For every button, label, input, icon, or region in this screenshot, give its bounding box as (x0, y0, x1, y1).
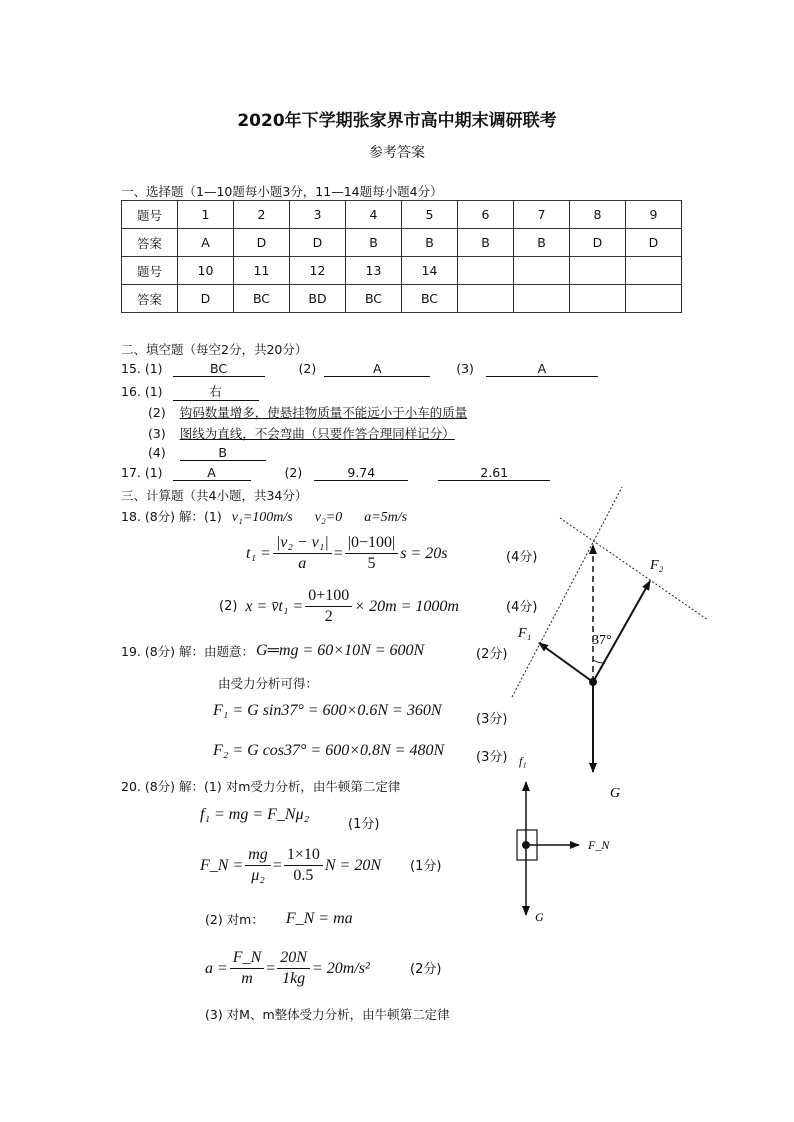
table-row (122, 257, 682, 285)
table-row-header: 题号 (122, 201, 178, 229)
q18-score-1: (4分) (506, 550, 538, 565)
table-row (122, 229, 682, 257)
q16-label-4: (4) (148, 445, 166, 460)
table-cell: 13 (346, 257, 402, 285)
table-cell: BC (346, 285, 402, 313)
q17-label-2: (2) (284, 465, 303, 480)
q18-eq1-rhs: s = 20s (400, 544, 448, 562)
q20-score-3: (2分) (410, 962, 442, 977)
q20-eq2-den1: μ₂ (251, 867, 265, 884)
table-cell: 1 (178, 201, 234, 229)
table-cell: 12 (290, 257, 346, 285)
q20-eq3-num2: 20N (277, 948, 310, 969)
q19-intro: 19. (8分) 解：由题意： (121, 644, 255, 659)
table-row-header: 题号 (122, 257, 178, 285)
q18-eq2-label: (2) (219, 599, 238, 614)
f2-label: F₂ (650, 558, 664, 573)
table-cell (514, 285, 570, 313)
q20-eq3-den1: m (241, 970, 253, 987)
table-cell: D (178, 285, 234, 313)
table-cell: B (402, 229, 458, 257)
q17-answer-3: 2.61 (438, 465, 550, 481)
incline-line-right (560, 518, 708, 620)
f2-arrow (593, 581, 650, 682)
q20-eq2-lhs: F_N = (200, 856, 244, 874)
section1-heading: 一、选择题（1—10题每小题3分，11—14题每小题4分） (121, 184, 443, 199)
incline-line-left (512, 487, 622, 697)
q20-eq3-frac2 (277, 948, 310, 989)
q20-score-2: (1分) (410, 859, 442, 874)
q18-eq2-lhs: x = v̄t₁ = (245, 597, 304, 615)
page-title: 2020年下学期张家界市高中期末调研联考 (237, 111, 557, 131)
answer-table (121, 200, 682, 313)
table-cell: 10 (178, 257, 234, 285)
q18-eq1-lhs: t₁ = (246, 544, 271, 562)
q20-eq2-rhs: N = 20N (324, 856, 382, 874)
force-point (589, 678, 597, 686)
table-cell (570, 285, 626, 313)
q19-eq1: G═mg = 60×10N = 600N (256, 642, 425, 659)
q15-label-2: (2) (298, 361, 317, 376)
q20-eq2-num2: 1×10 (284, 845, 323, 866)
q19-row-1 (121, 642, 424, 660)
q18-equation-2 (219, 586, 459, 627)
table-cell: 5 (402, 201, 458, 229)
q18-given-a: a=5m/s (364, 510, 408, 525)
table-cell: 2 (234, 201, 290, 229)
q20-equation-2: F_N = $\frac{mg}{\text{μ₂}}$ = $\frac{1\times 10}{0.5}$ N = 20N (200, 846, 382, 884)
q16-answer-2: 钩码数量增多，使悬挂物质量不能远小于小车的质量 (179, 405, 468, 420)
q20-part2-eq: F_N = ma (285, 910, 353, 927)
q16-row-3 (148, 424, 455, 442)
table-cell: 6 (458, 201, 514, 229)
section2-heading: 二、填空题（每空2分，共20分） (121, 342, 308, 357)
q18-eq1-frac2 (345, 533, 398, 574)
q19-eq2: F₁ = G sin37° = 600×0.6N = 360N (213, 702, 442, 719)
force-diagram-block (500, 750, 620, 930)
q20-eq2-frac1 (245, 845, 271, 886)
q15-label-3: (3) (456, 361, 474, 376)
table-cell: BC (402, 285, 458, 313)
q20-score-1: (1分) (348, 817, 380, 832)
q20-part2-label: (2) 对m： (205, 912, 264, 927)
q17-row (121, 465, 550, 481)
q18-given-v1: v₁=100m/s (231, 510, 293, 525)
q19-score-1: (2分) (476, 647, 508, 662)
q18-eq1-frac1 (273, 533, 332, 574)
q20-eq3-num1: F_N (230, 948, 264, 969)
g-label-2: G (535, 910, 544, 924)
table-cell: B (346, 229, 402, 257)
q16-label: 16. (1) (121, 384, 163, 399)
q19-score-2: (3分) (476, 712, 508, 727)
q20-equation-3: a = $\frac{F\_N}{m}$ = $\frac{20N}{1kg}$ = 20m/s² (205, 949, 370, 987)
block-center (522, 841, 530, 849)
q15-answer-1: BC (173, 361, 265, 377)
q18-intro: 18. (8分) 解：(1) (121, 509, 222, 524)
q20-eq3-frac1 (230, 948, 264, 989)
table-cell: 4 (346, 201, 402, 229)
table-cell (570, 257, 626, 285)
q18-eq2-num: 0+100 (305, 586, 352, 607)
table-cell: 14 (402, 257, 458, 285)
table-cell: BD (290, 285, 346, 313)
q19-eq3: F₂ = G cos37° = 600×0.8N = 480N (213, 742, 445, 759)
q20-part3: (3) 对M、m整体受力分析，由牛顿第二定律 (205, 1007, 450, 1022)
q20-eq3-rhs: = 20m/s² (311, 959, 370, 977)
q16-row-2 (148, 403, 467, 421)
q16-label-3: (3) (148, 426, 166, 441)
q15-answer-3: A (486, 361, 598, 377)
table-cell: A (178, 229, 234, 257)
table-cell: D (290, 229, 346, 257)
table-cell (458, 257, 514, 285)
q18-eq1-den2: 5 (367, 555, 376, 572)
q16-label-2: (2) (148, 405, 166, 420)
table-row-header: 答案 (122, 285, 178, 313)
q20-eq3-den2: 1kg (282, 970, 306, 987)
table-cell (626, 285, 682, 313)
table-row (122, 201, 682, 229)
q16-row-1 (121, 382, 259, 401)
q19-score-3: (3分) (476, 750, 508, 765)
q15-label: 15. (1) (121, 361, 163, 376)
table-cell: D (626, 229, 682, 257)
q18-eq1-num1: |v₂ − v₁| (273, 533, 332, 554)
q17-answer-1: A (173, 465, 251, 481)
q18-eq2-rhs: × 20m = 1000m (354, 597, 459, 615)
q18-intro-row (121, 507, 407, 526)
q18-eq2-den: 2 (324, 608, 333, 625)
q18-given-v2: v₂=0 (314, 510, 343, 525)
q18-equation-1: t₁ = $\frac{\text{|v₂ − v₁|}}{a}$ = $\frac{|0-100|}{5}$ s = 20s (246, 534, 448, 572)
q19-line-2: 由受力分析可得： (218, 676, 319, 691)
f1-arrow (539, 643, 593, 682)
q18-eq1-den1: a (298, 555, 307, 572)
fn-label: F_N (588, 838, 610, 852)
table-cell: 9 (626, 201, 682, 229)
f1-label-2: f₁ (519, 754, 527, 768)
q18-eq2-frac (305, 586, 352, 627)
q18-eq1-num2: |0−100| (345, 533, 398, 554)
table-cell (458, 285, 514, 313)
table-cell (626, 257, 682, 285)
q18-score-2: (4分) (506, 600, 538, 615)
table-cell: D (570, 229, 626, 257)
q15-row (121, 361, 598, 377)
q20-eq2-den2: 0.5 (293, 867, 314, 884)
table-cell: B (458, 229, 514, 257)
table-cell: BC (234, 285, 290, 313)
table-row-header: 答案 (122, 229, 178, 257)
table-cell: 8 (570, 201, 626, 229)
angle-arc (593, 660, 605, 663)
table-cell: 3 (290, 201, 346, 229)
g-label: G (610, 786, 621, 801)
q20-eq2-frac2 (284, 845, 323, 886)
section3-heading: 三、计算题（共4小题，共34分） (121, 488, 308, 503)
q16-answer-1: 右 (173, 382, 259, 401)
table-cell: 7 (514, 201, 570, 229)
q20-part2-row (205, 910, 353, 928)
q20-intro: 20. (8分) 解：(1) 对m受力分析，由牛顿第二定律 (121, 779, 401, 794)
page-subtitle: 参考答案 (369, 145, 425, 161)
q20-eq3-lhs: a = (205, 959, 228, 977)
q20-eq1: f₁ = mg = F_Nμ₂ (200, 806, 310, 823)
table-row (122, 285, 682, 313)
q17-answer-2: 9.74 (314, 465, 408, 481)
angle-label: 37° (592, 633, 612, 648)
q16-answer-4: B (180, 445, 266, 461)
table-cell: D (234, 229, 290, 257)
f1-label: F₁ (518, 626, 532, 641)
table-cell (514, 257, 570, 285)
q16-row-4 (148, 445, 266, 461)
q17-label: 17. (1) (121, 465, 163, 480)
table-cell: 11 (234, 257, 290, 285)
q20-eq2-num1: mg (245, 845, 271, 866)
q16-answer-3: 图线为直线，不会弯曲（只要作答合理同样记分） (179, 426, 455, 441)
q15-answer-2: A (324, 361, 430, 377)
table-cell: B (514, 229, 570, 257)
